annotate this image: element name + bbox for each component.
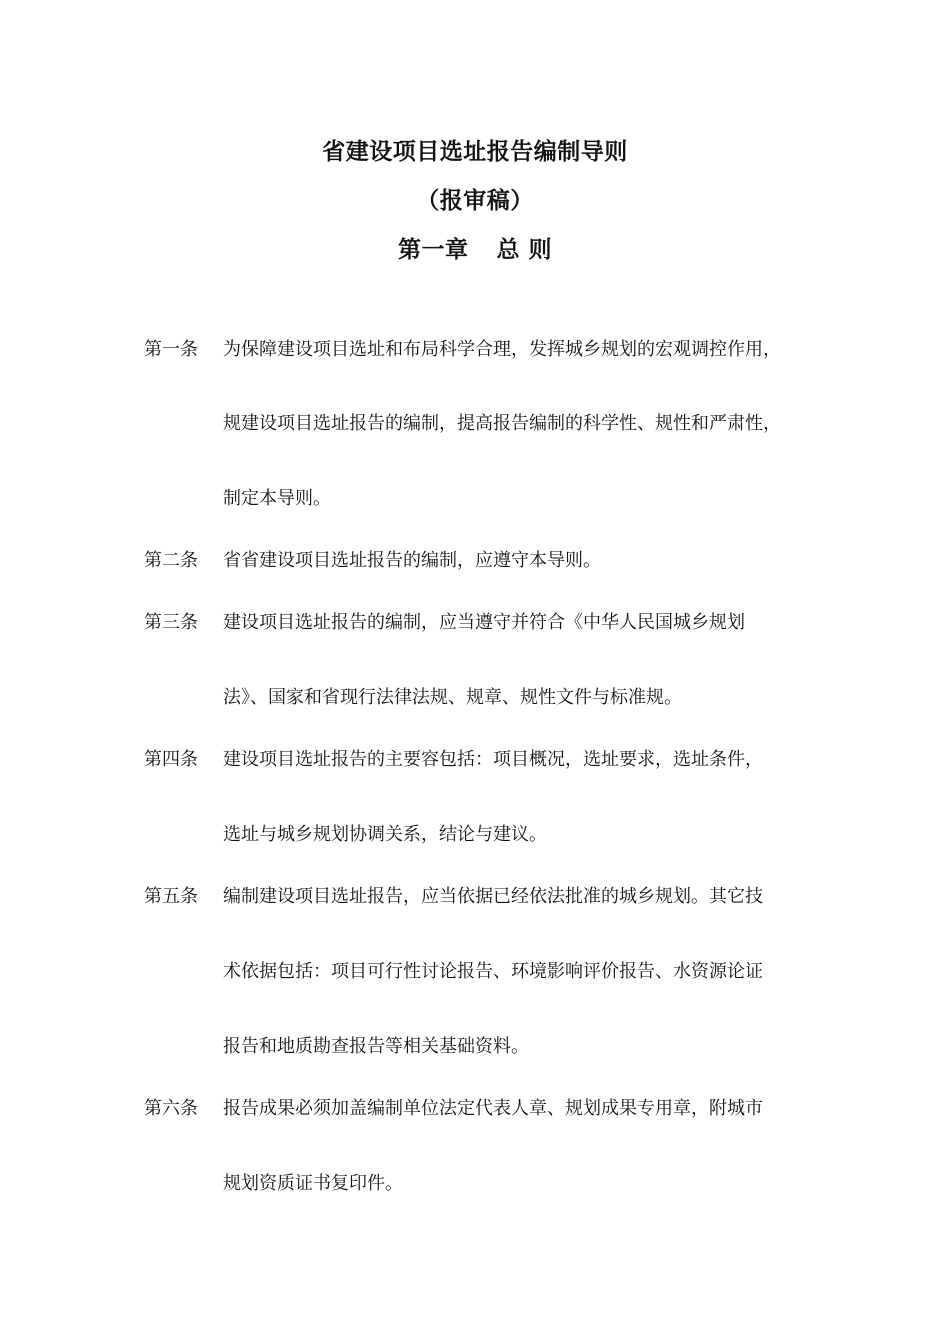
article-line: 术依据包括：项目可行性讨论报告、环境影响评价报告、水资源论证 <box>223 961 763 982</box>
article-label: 第四条 <box>144 749 198 770</box>
article-line: 报告和地质勘查报告等相关基础资料。 <box>223 1036 529 1057</box>
article-line: 建设项目选址报告的编制，应当遵守并符合《中华人民国城乡规划 <box>223 612 745 633</box>
article-line: 法》、国家和省现行法律法规、规章、规性文件与标准规。 <box>223 687 682 708</box>
article-label: 第三条 <box>144 612 198 633</box>
article-label: 第一条 <box>144 339 198 360</box>
article-line: 制定本导则。 <box>223 488 331 509</box>
article-line: 编制建设项目选址报告，应当依据已经依法批准的城乡规划。其它技 <box>223 886 763 907</box>
article-label: 第六条 <box>144 1098 198 1119</box>
article-line: 省省建设项目选址报告的编制，应遵守本导则。 <box>223 550 601 571</box>
article-line: 选址与城乡规划协调关系，结论与建议。 <box>223 824 547 845</box>
article-label: 第五条 <box>144 886 198 907</box>
article-line: 为保障建设项目选址和布局科学合理，发挥城乡规划的宏观调控作用， <box>223 339 781 360</box>
article-line: 规划资质证书复印件。 <box>223 1173 403 1194</box>
article-line: 建设项目选址报告的主要容包括：项目概况，选址要求，选址条件， <box>223 749 763 770</box>
article-line: 报告成果必须加盖编制单位法定代表人章、规划成果专用章，附城市 <box>223 1098 763 1119</box>
article-line: 规建设项目选址报告的编制，提高报告编制的科学性、规性和严肃性， <box>223 413 781 434</box>
article-label: 第二条 <box>144 550 198 571</box>
document-subtitle: （报审稿） <box>416 188 534 214</box>
document-title: 省建设项目选址报告编制导则 <box>322 139 628 165</box>
chapter-heading <box>0 235 950 265</box>
chapter-name: 总 则 <box>496 237 552 263</box>
chapter-number: 第一章 <box>397 237 469 263</box>
